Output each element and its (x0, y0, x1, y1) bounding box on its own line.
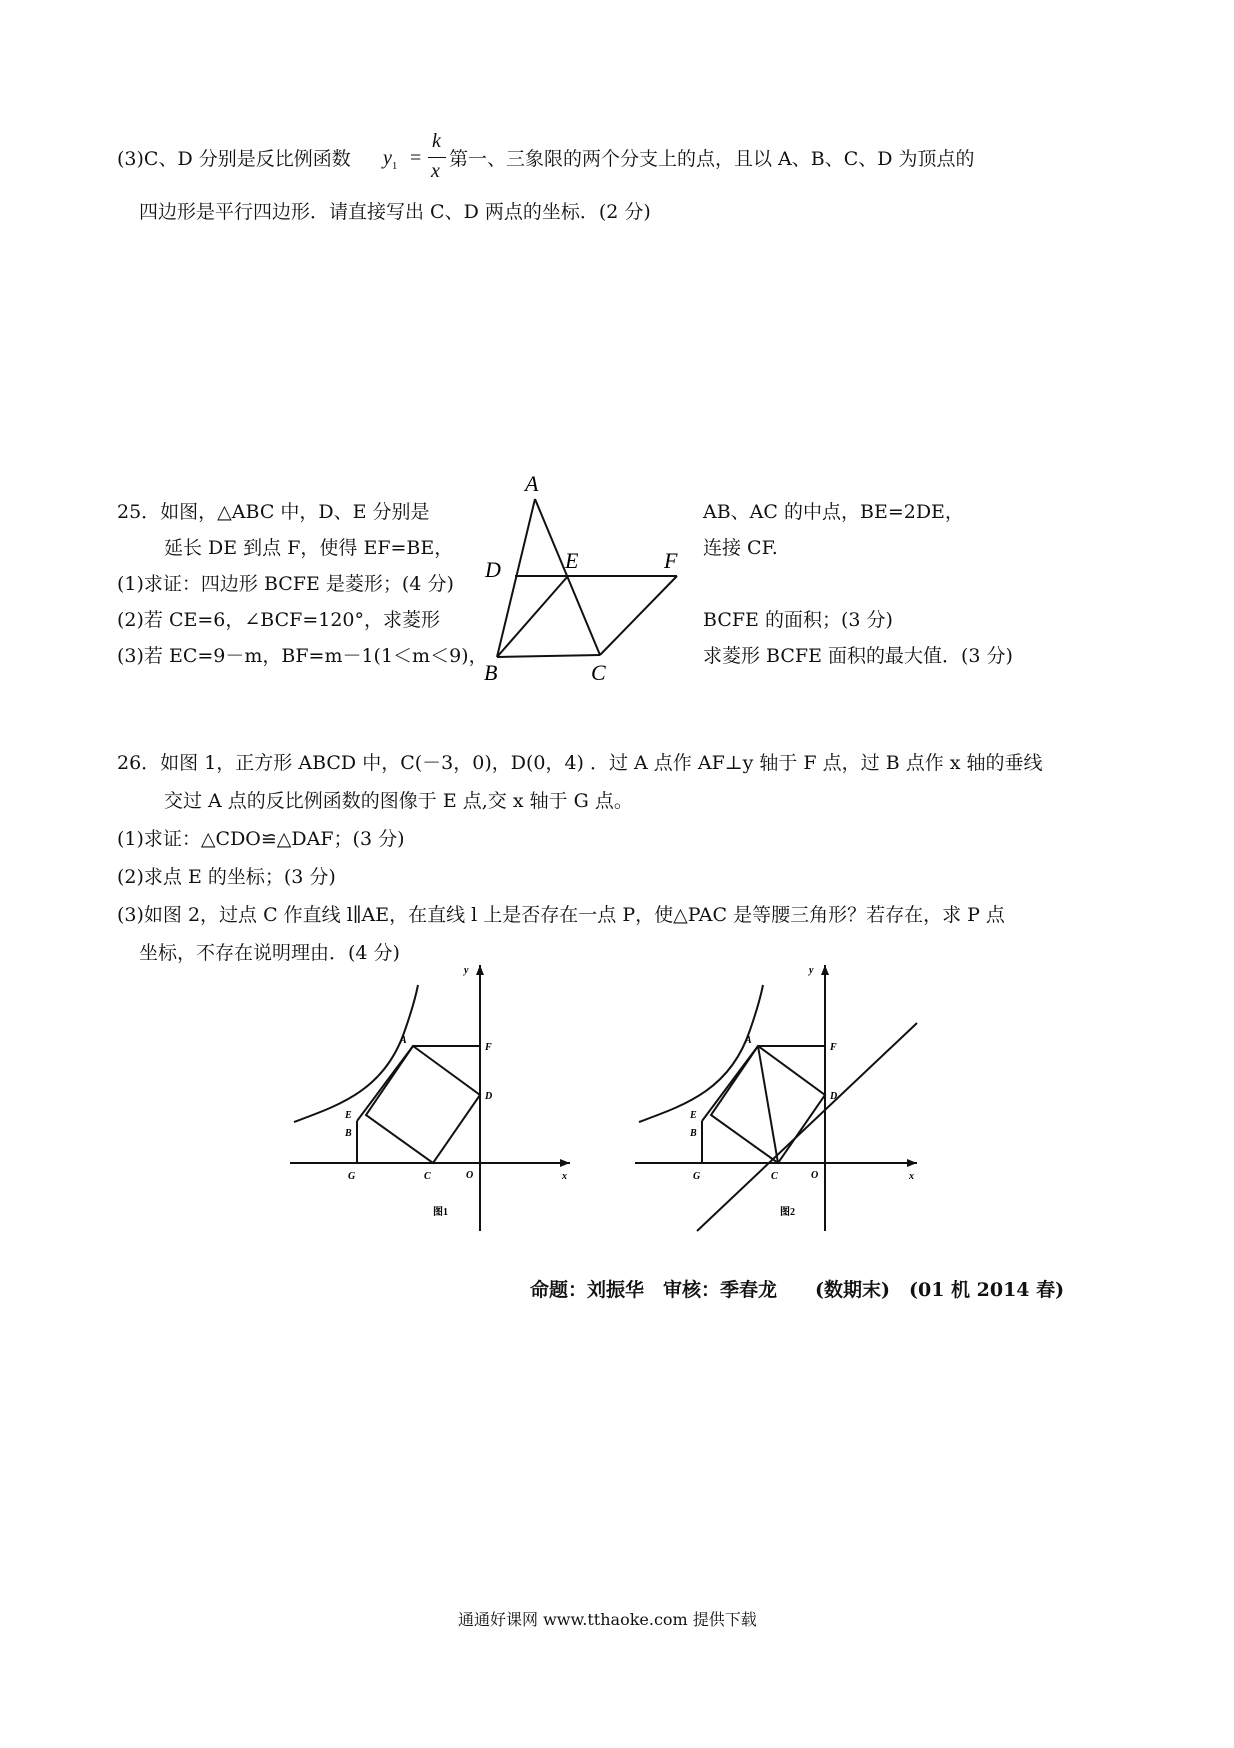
point-label-a: A (525, 471, 539, 496)
q26-line1: 26．如图 1，正方形 ABCD 中，C(－3，0)，D(0，4) ．过 A 点作 AF⊥y 轴于 F 点，过 B 点作 x 轴的垂线 (117, 752, 1043, 774)
q26-figure-1 (290, 965, 580, 1235)
segment-ab (497, 499, 535, 657)
q25-line3: (1)求证：四边形 BCFE 是菱形；(4 分) (117, 573, 454, 595)
q26-line4: (2)求点 E 的坐标；(3 分) (117, 866, 336, 888)
fraction-numerator: k (432, 130, 441, 152)
segment-ea (357, 1046, 413, 1121)
segment-ea (702, 1046, 758, 1121)
q26-line5: (3)如图 2，过点 C 作直线 l∥AE，在直线 l 上是否存在一点 P，使△PAC 是等腰三角形？若存在，求 P 点 (117, 904, 1005, 926)
segment-cf (600, 576, 677, 655)
point-label-a: A (400, 1035, 407, 1046)
hyperbola-curve (639, 985, 763, 1122)
q25-line5-left: (3)若 EC=9－m，BF=m－1(1＜m＜9)， (117, 645, 488, 667)
page-footer: 通通好课网 www.tthaoke.com 提供下载 (458, 1610, 757, 1629)
hyperbola-curve (294, 985, 418, 1122)
segment-bc (497, 655, 600, 657)
point-label-g: G (348, 1171, 356, 1182)
point-label-e: E (690, 1110, 697, 1121)
point-label-f: F (485, 1042, 492, 1053)
point-label-f: F (664, 548, 678, 573)
figure-1-caption: 图1 (433, 1207, 448, 1218)
line-l (697, 1023, 917, 1231)
point-label-d: D (485, 557, 501, 582)
y-axis-label: y (809, 965, 814, 976)
point-label-c: C (424, 1171, 431, 1182)
function-y-symbol: $y_1$ (383, 147, 398, 172)
point-label-b: B (690, 1128, 697, 1139)
q25-line2-left: 延长 DE 到点 F，使得 EF=BE， (164, 537, 454, 559)
square-abcd (366, 1046, 480, 1163)
point-label-d: D (485, 1091, 493, 1102)
q25-line4-left: (2)若 CE=6，∠BCF=120°，求菱形 (117, 609, 441, 631)
x-axis-label: x (909, 1171, 914, 1182)
q25-triangle-figure (480, 465, 690, 690)
q25-line1-right: AB、AC 的中点，BE=2DE， (703, 501, 964, 523)
point-label-b: B (484, 660, 498, 685)
q24-part3-line1b: 第一、三象限的两个分支上的点，且以 A、B、C、D 为顶点的 (449, 148, 975, 170)
q26-line3: (1)求证：△CDO≌△DAF；(3 分) (117, 828, 405, 850)
figure-2-caption: 图2 (780, 1207, 795, 1218)
q25-line4-right: BCFE 的面积；(3 分) (703, 609, 893, 631)
point-label-a: A (745, 1035, 752, 1046)
q24-part3-line1a: (3)C、D 分别是反比例函数 (117, 148, 351, 170)
point-label-f: F (830, 1042, 837, 1053)
point-label-c: C (591, 660, 606, 685)
point-label-e: E (345, 1110, 352, 1121)
q26-line2: 交过 A 点的反比例函数的图像于 E 点,交 x 轴于 G 点。 (164, 790, 633, 812)
q25-line5-right: 求菱形 BCFE 面积的最大值．(3 分) (703, 645, 1013, 667)
equals-sign: = (410, 147, 422, 169)
fraction-bar (428, 157, 446, 158)
q25-line2-right: 连接 CF. (703, 537, 778, 559)
point-label-b: B (345, 1128, 352, 1139)
y-axis-label: y (464, 965, 469, 976)
q26-line6: 坐标，不存在说明理由．(4 分) (139, 942, 400, 964)
q26-figure-2 (635, 965, 925, 1235)
segment-ac (758, 1046, 778, 1163)
x-axis-label: x (562, 1171, 567, 1182)
point-label-c: C (771, 1171, 778, 1182)
point-label-g: G (693, 1171, 701, 1182)
point-label-d: D (830, 1091, 838, 1102)
origin-label: O (466, 1170, 474, 1181)
q25-line1-left: 25．如图，△ABC 中，D、E 分别是 (117, 501, 430, 523)
origin-label: O (811, 1170, 819, 1181)
fraction-denominator: x (431, 160, 440, 182)
point-label-e: E (565, 548, 579, 573)
q24-part3-line2: 四边形是平行四边形．请直接写出 C、D 两点的坐标．(2 分) (139, 201, 651, 223)
exam-credits: 命题：刘振华 审核：季春龙 (数期末) (01 机 2014 春) (530, 1279, 1065, 1301)
